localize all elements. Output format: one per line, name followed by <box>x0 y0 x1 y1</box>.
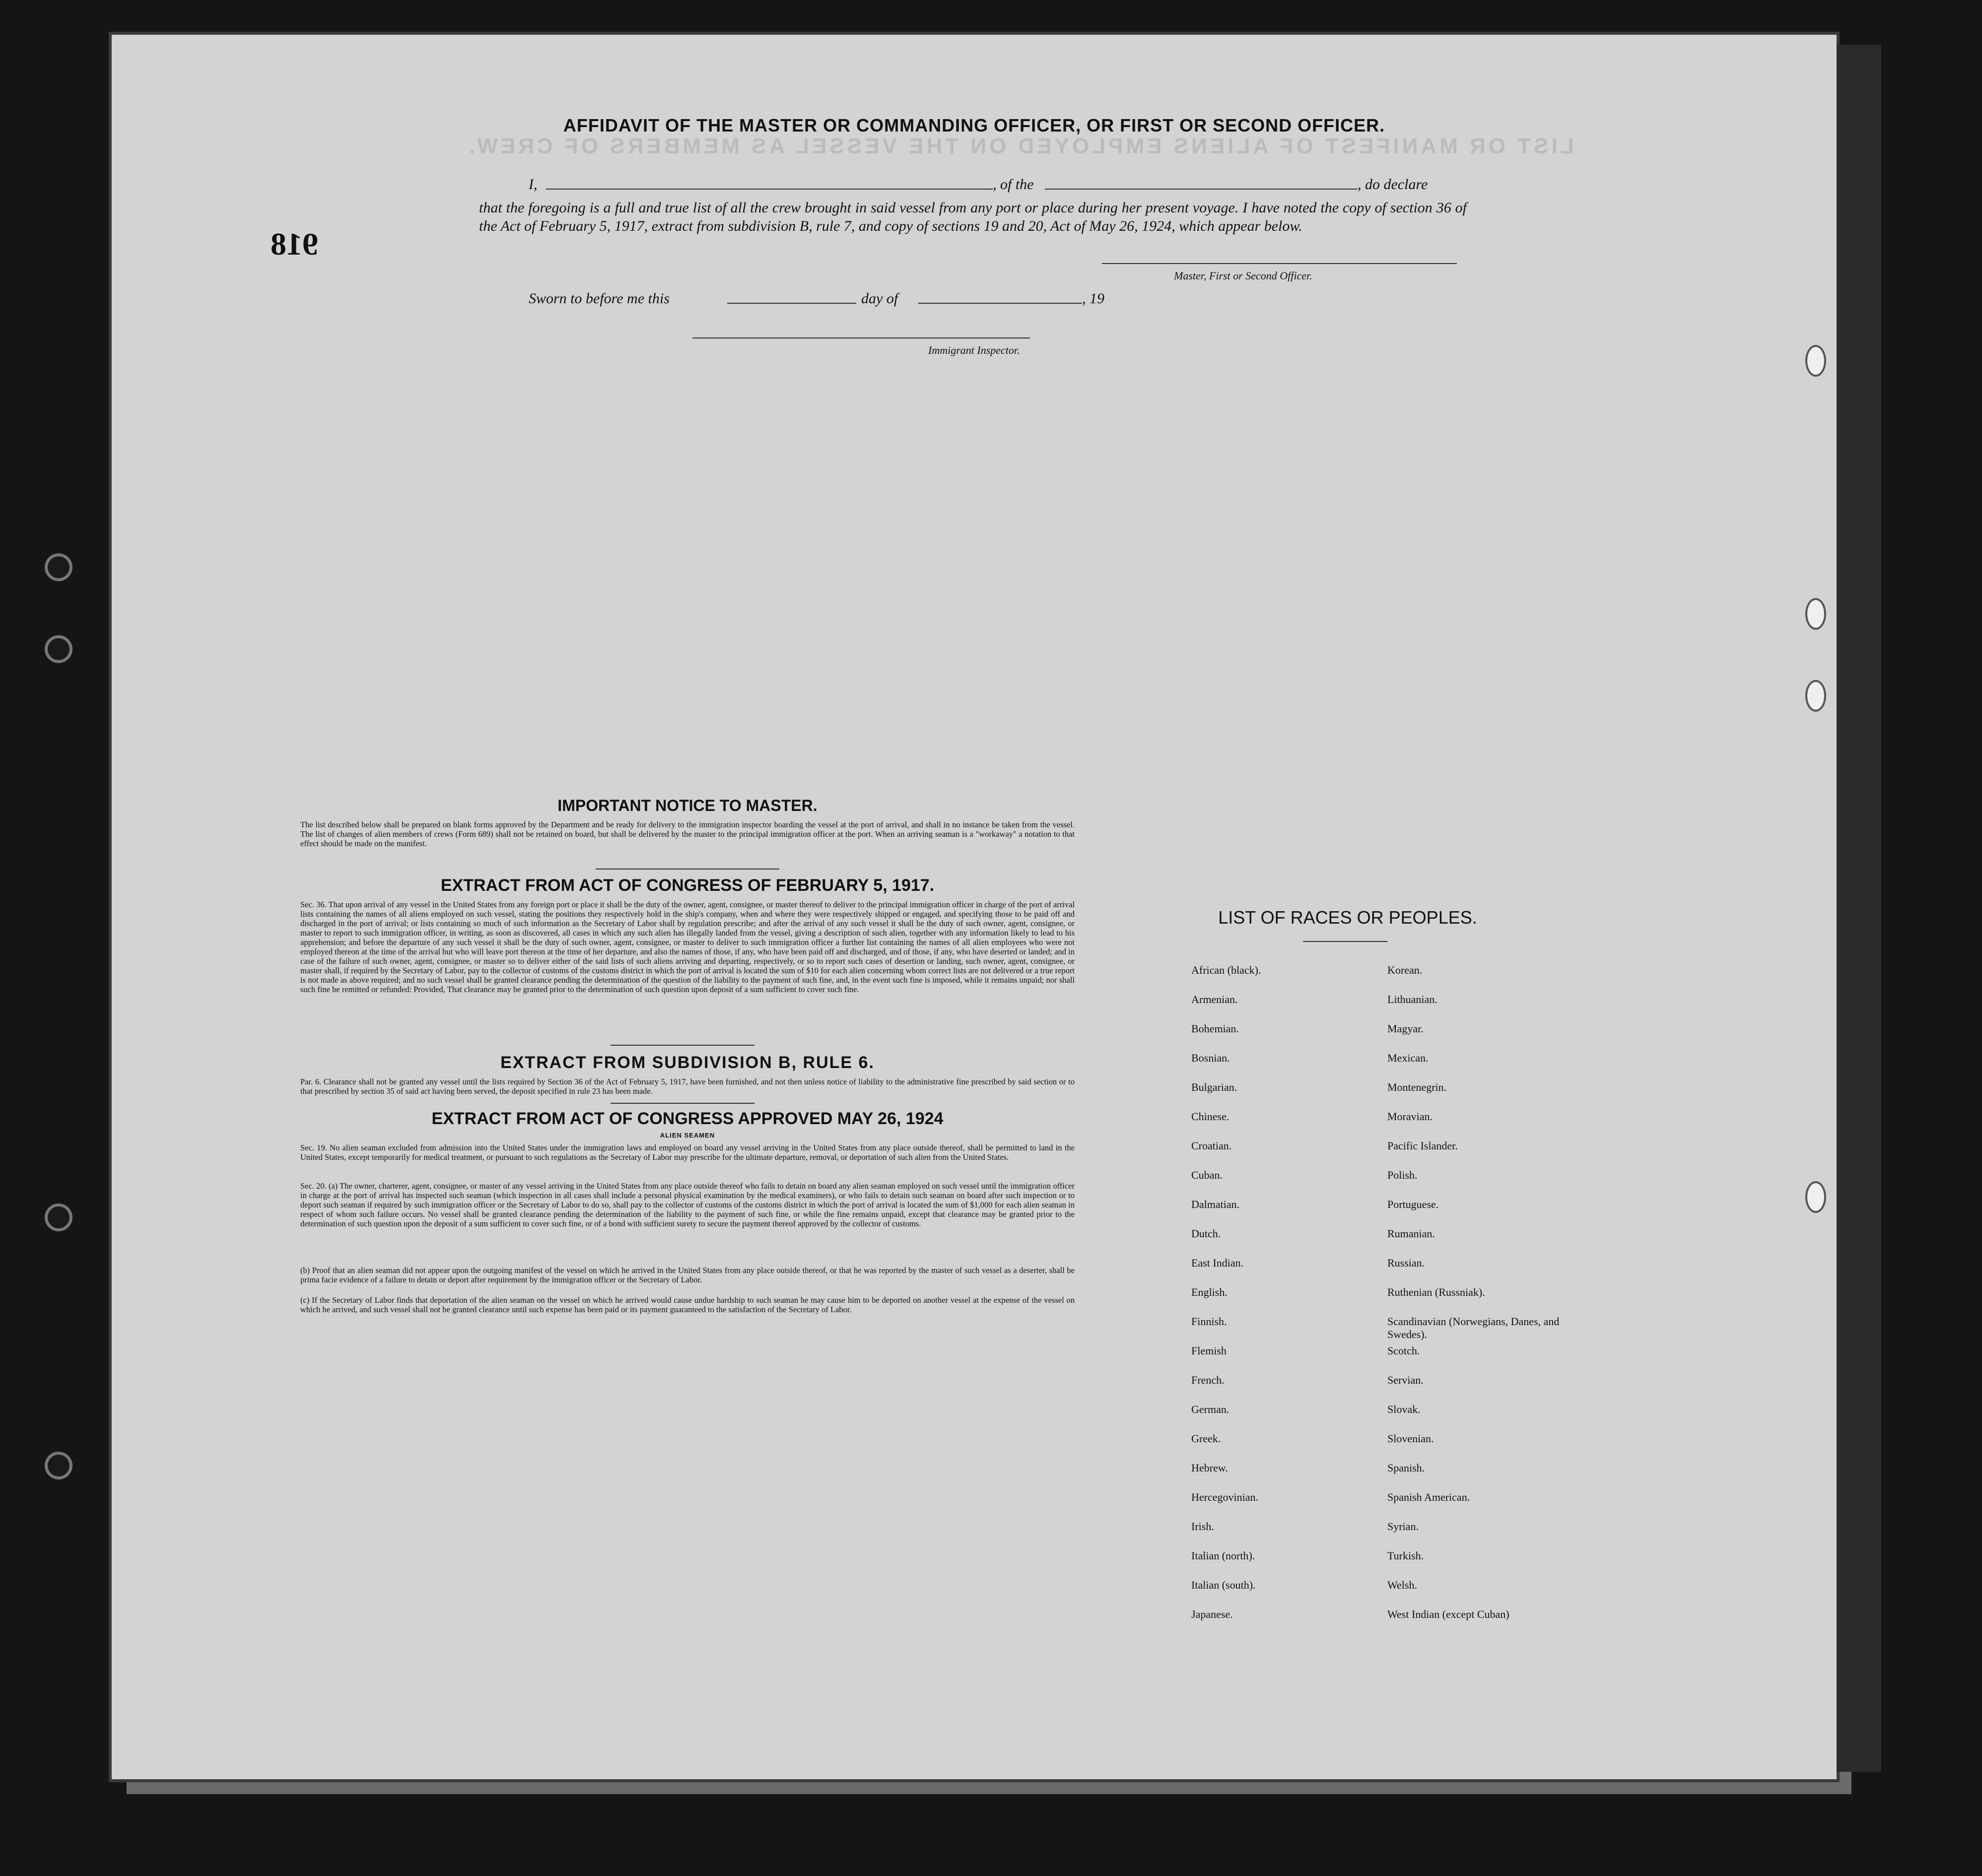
race-item: Turkish. <box>1387 1549 1424 1562</box>
race-item: Russian. <box>1387 1257 1425 1269</box>
sec-20a-text: Sec. 20. (a) The owner, charterer, agent, consignee, or master of any vessel arriving in the United States from any place outside thereof who fails to detain on board any alien seaman employed on such vessel until the immigration officer in charge at the port of arrival has inspected such seaman (which inspection in all cases shall include a personal physical examination by the medical examiners), or who fails to detain such seaman on board after such inspection or to deport such seaman if required by such immigration officer or the Secretary of Labor to do so, shall pay to the collector of customs of the customs district in which the port of arrival is located the sum of $1,000 for each alien seaman in respect of whom such failure occurs. No vessel shall be granted clearance pending the determination of the liability to the payment of such fine, or while the fine remains unpaid, except that clearance may be granted prior to the determination of such question upon the deposit of a sum sufficient to cover such fine, or of a bond with sufficient surety to secure the payment thereof approved by the collector of customs. <box>300 1181 1075 1228</box>
binding-ring <box>45 553 72 581</box>
race-item: Bulgarian. <box>1191 1081 1237 1093</box>
race-item: Bosnian. <box>1191 1052 1230 1064</box>
binding-ring <box>45 1452 72 1479</box>
year-label: , 19 <box>1082 290 1104 307</box>
affidavit-of-label: , of the <box>993 176 1034 193</box>
binder-edge <box>1837 45 1881 1772</box>
races-left-column <box>1191 964 1380 1637</box>
race-item: Spanish American. <box>1387 1491 1470 1503</box>
race-item: Servian. <box>1387 1374 1424 1386</box>
race-item: Dutch. <box>1191 1227 1221 1240</box>
race-item: Slovenian. <box>1387 1432 1434 1445</box>
sec-19-text: Sec. 19. No alien seaman excluded from admission into the United States under the immigration laws and employed on board any vessel arriving in the United States from any place outside thereof, shall be permitted to land in the United States, except temporarily for medical treatment, or pursuant to such regulations as the Secretary of Labor may prescribe for the ultimate departure, removal, or deportation of such alien from the United States. <box>300 1143 1075 1162</box>
race-item: Korean. <box>1387 964 1423 976</box>
affidavit-body: that the foregoing is a full and true list of all the crew brought in said vessel from any port or place during her present voyage. I have noted the copy of section 36 of the Act of February 5, 1917, extract from subdivision B, rule 7, and copy of sections 19 and 20, Act of May 26, 1924, which appear below. <box>479 200 1467 234</box>
extract-1924-title: EXTRACT FROM ACT OF CONGRESS APPROVED MAY 26, 1924 <box>431 1109 944 1128</box>
race-item: Slovak. <box>1387 1403 1421 1415</box>
divider <box>596 869 779 870</box>
race-item: Hercegovinian. <box>1191 1491 1258 1503</box>
sec-20b-text: (b) Proof that an alien seaman did not appear upon the outgoing manifest of the vessel on which he arrived in the United States from any place outside thereof, or that he was reported by the master of such vessel as a deserter, shall be prima facie evidence of a failure to detain or deport after requirement by the immigration officer or the Secretary of Labor. <box>300 1266 1075 1284</box>
sec-20c-text: (c) If the Secretary of Labor finds that deportation of the alien seaman on the vessel on which he arrived would cause undue hardship to such seaman he may cause him to be deported on another vessel at the expense of the vessel on which he arrived, and such vessel shall not be granted clearance until such expense has been paid or its payment guaranteed to the satisfaction of the Secretary of Labor. <box>300 1295 1075 1314</box>
alien-seamen-subtitle: ALIEN SEAMEN <box>660 1132 715 1139</box>
notice-text: The list described below shall be prepared on blank forms approved by the Department and be ready for delivery to the immigration inspector boarding the vessel at the port of arrival, and shall in no instance be taken from the vessel. The list of changes of alien members of crews (Form 689) shall not be retained on board, but shall be delivered by the master to the principal immigration officer at the port. When an arriving seaman is a "workaway" a notation to that effect should be made on the manifest. <box>300 820 1075 848</box>
race-item: Dalmatian. <box>1191 1198 1240 1210</box>
race-item: Mexican. <box>1387 1052 1429 1064</box>
race-item: Portuguese. <box>1387 1198 1439 1210</box>
race-item: Greek. <box>1191 1432 1221 1445</box>
punch-hole <box>1805 598 1826 630</box>
race-item: Italian (north). <box>1191 1549 1255 1562</box>
vessel-line <box>1045 189 1358 190</box>
race-item: Cuban. <box>1191 1169 1223 1181</box>
rule-6-title: EXTRACT FROM SUBDIVISION B, RULE 6. <box>500 1053 875 1072</box>
race-item: Welsh. <box>1387 1579 1417 1591</box>
race-item: Magyar. <box>1387 1022 1424 1035</box>
race-item: East Indian. <box>1191 1257 1244 1269</box>
sworn-label: Sworn to before me this <box>529 290 670 307</box>
punch-hole <box>1805 680 1826 712</box>
race-item: Irish. <box>1191 1520 1214 1533</box>
punch-hole <box>1805 345 1826 377</box>
day-of-label: day of <box>861 290 898 307</box>
master-signature-label: Master, First or Second Officer. <box>1174 269 1312 282</box>
race-item: West Indian (except Cuban) <box>1387 1608 1509 1620</box>
punch-hole <box>1805 1181 1826 1213</box>
rule-6-text: Par. 6. Clearance shall not be granted any vessel until the lists required by Section 36 of the Act of February 5, 1917, have been furnished, and not then unless notice of liability to the administrative fine prescribed by said section or to that prescribed by section 35 of said act having been served, the deposit specified in rule 23 has been made. <box>300 1077 1075 1096</box>
race-item: Ruthenian (Russniak). <box>1387 1286 1485 1298</box>
races-title: LIST OF RACES OR PEOPLES. <box>1218 907 1477 928</box>
race-item: Scandinavian (Norwegians, Danes, and Swedes). <box>1387 1315 1560 1340</box>
race-item: Italian (south). <box>1191 1579 1256 1591</box>
inspector-label: Immigrant Inspector. <box>928 344 1020 356</box>
inspector-signature-line <box>692 337 1030 338</box>
race-item: Finnish. <box>1191 1315 1227 1328</box>
race-item: English. <box>1191 1286 1228 1298</box>
divider <box>1303 941 1387 942</box>
race-item: Croatian. <box>1191 1139 1232 1152</box>
notice-title: IMPORTANT NOTICE TO MASTER. <box>557 797 818 814</box>
sworn-day-line <box>727 303 856 304</box>
race-item: Montenegrin. <box>1387 1081 1447 1093</box>
sworn-month-line <box>918 303 1082 304</box>
divider <box>611 1045 754 1046</box>
race-item: Lithuanian. <box>1387 993 1437 1005</box>
bleed-through-header: LIST OR MANIFEST OF ALIENS EMPLOYED ON THE VESSEL AS MEMBERS OF CREW. <box>466 134 1574 158</box>
race-item: African (black). <box>1191 964 1261 976</box>
race-item: Armenian. <box>1191 993 1238 1005</box>
race-item: Syrian. <box>1387 1520 1419 1533</box>
race-item: Pacific Islander. <box>1387 1139 1458 1152</box>
races-right-column <box>1387 964 1596 1637</box>
extract-1917-title: EXTRACT FROM ACT OF CONGRESS OF FEBRUARY 5, 1917. <box>440 876 935 895</box>
master-signature-line <box>1102 263 1457 264</box>
race-item: Chinese. <box>1191 1110 1230 1123</box>
stamp-number: 918 <box>271 226 318 262</box>
race-item: Scotch. <box>1387 1344 1420 1357</box>
extract-1917-text: Sec. 36. That upon arrival of any vessel in the United States from any foreign port or place it shall be the duty of the owner, agent, consignee, or master thereof to deliver to the principal immigration officer in charge of the port of arrival lists containing the names of all aliens employed on such vessel, stating the positions they respectively hold in the ship's company, when and where they were respectively shipped or engaged, and specifying those to be paid off and discharged in the port of arrival; or lists containing so much of such information as the Secretary of Labor shall by regulation prescribe; and after the arrival of any such vessel it shall be the duty of such owner, agent, consignee, or master to report to such immigration officer, in writing, as soon as discovered, all cases in which any such alien has illegally landed from the vessel, giving a description of such alien, together with any information likely to lead to his apprehension; and before the departure of any such vessel it shall be the duty of such owner, agent, consignee, or master to deliver to such immigration officer a further list containing the names of all alien employees who were not employed thereon at the time of the arrival but who will leave port thereon at the time of her departure, and also the names of those, if any, who have been paid off and discharged, and of those, if any, who have deserted or landed; and in case of the failure of such owner, agent, consignee, or master so to deliver either of the said lists of such aliens arriving and departing, respectively, or so to report such cases of desertion or landing, such owner, agent, consignee, or master shall, if required by the Secretary of Labor, pay to the collector of customs of the customs district in which the port of arrival is located the sum of $10 for each alien concerning whom correct lists are not delivered or a true report is not made as above required; and no such vessel shall be granted clearance pending the determination of the question of the liability to the payment of such fine, and, in the event such fine is imposed, while it remains unpaid; nor shall such fine be remitted or refunded: Provided, That clearance may be granted prior to the determination of such question upon deposit of a sum sufficient to cover such fine. <box>300 900 1075 994</box>
race-item: German. <box>1191 1403 1230 1415</box>
race-item: Spanish. <box>1387 1462 1425 1474</box>
affidavit-title: AFFIDAVIT OF THE MASTER OR COMMANDING OFFICER, OR FIRST OR SECOND OFFICER. <box>563 115 1385 135</box>
document-page <box>112 35 1837 1779</box>
name-line <box>546 189 993 190</box>
binding-ring <box>45 635 72 663</box>
race-item: French. <box>1191 1374 1225 1386</box>
race-item: Flemish <box>1191 1344 1227 1357</box>
binding-ring <box>45 1204 72 1231</box>
divider <box>611 1103 754 1104</box>
affidavit-i-label: I, <box>529 176 538 193</box>
race-item: Hebrew. <box>1191 1462 1228 1474</box>
race-item: Rumanian. <box>1387 1227 1435 1240</box>
race-item: Moravian. <box>1387 1110 1433 1123</box>
affidavit-declare-label: , do declare <box>1358 176 1428 193</box>
race-item: Bohemian. <box>1191 1022 1239 1035</box>
race-item: Polish. <box>1387 1169 1418 1181</box>
race-item: Japanese. <box>1191 1608 1233 1620</box>
